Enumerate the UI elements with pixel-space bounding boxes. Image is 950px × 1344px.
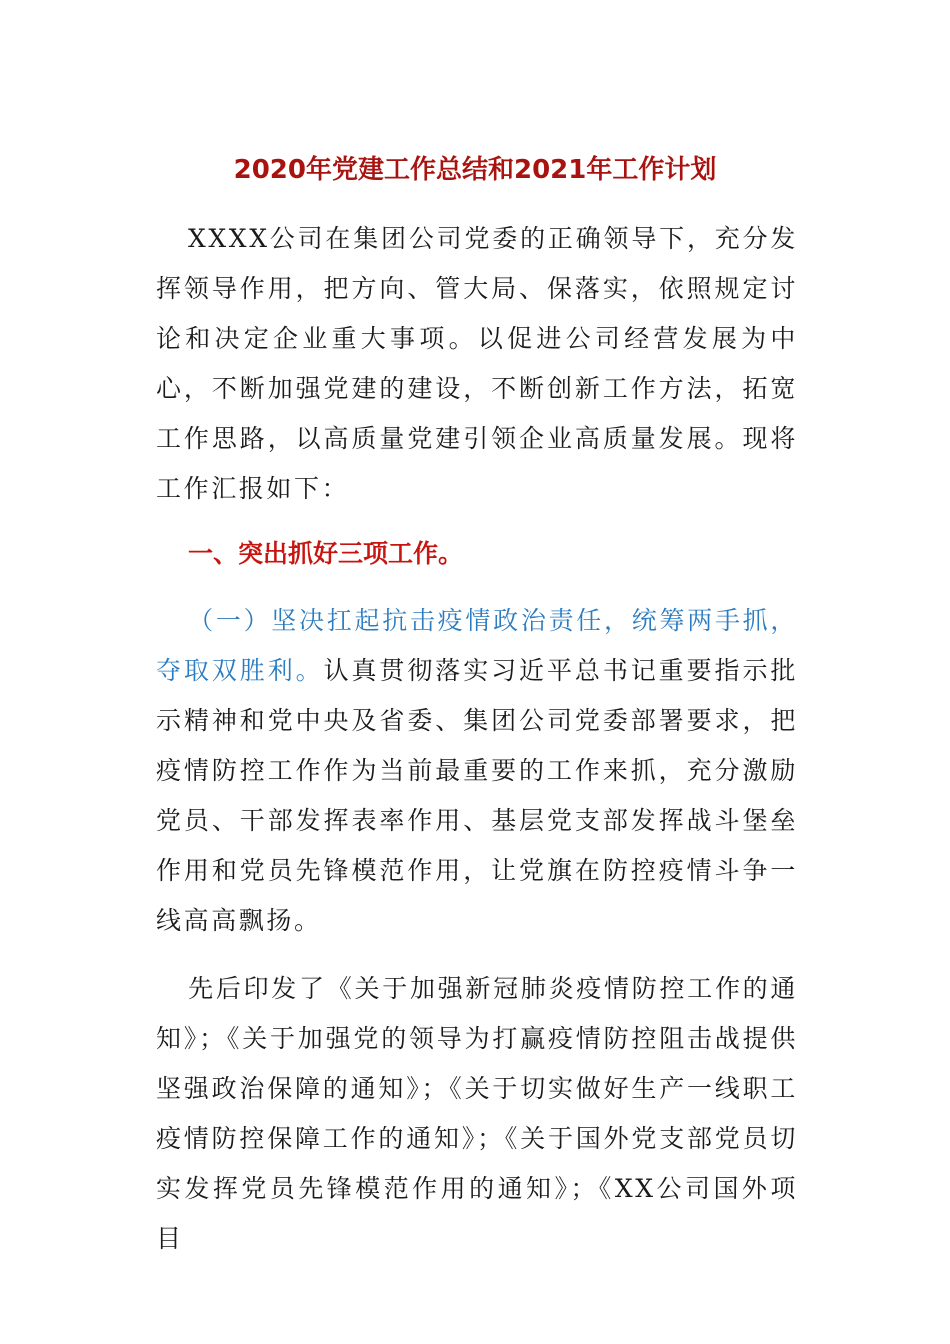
intro-text: XXXX公司在集团公司党委的正确领导下，充分发挥领导作用，把方向、管大局、保落实，依照规定讨论和决定企业重大事项。以促进公司经营发展为中心，不断加强党建的建设，不断创新工作方法，拓宽工作思路，以高质量党建引领企业高质量发展。现将工作汇报如下：	[156, 224, 798, 503]
subsection-1-body: 认真贯彻落实习近平总书记重要指示批示精神和党中央及省委、集团公司党委部署要求，把疫情防控工作作为当前最重要的工作来抓，充分激励党员、干部发挥表率作用、基层党支部发挥战斗堡垒作用和党员先锋模范作用，让党旗在防控疫情斗争一线高高飘扬。	[156, 656, 798, 935]
document-title: 2020年党建工作总结和2021年工作计划	[233, 155, 717, 185]
subsection-1-paragraph	[156, 596, 798, 946]
intro-paragraph	[156, 214, 798, 514]
paragraph-2-text: 先后印发了《关于加强新冠肺炎疫情防控工作的通知》；《关于加强党的领导为打赢疫情防控阻击战提供坚强政治保障的通知》；《关于切实做好生产一线职工疫情防控保障工作的通知》；《关于国外党支部党员切实发挥党员先锋模范作用的通知》；《XX公司国外项目	[156, 974, 798, 1253]
subsection-heading-1: （一）坚决扛起抗击疫情政治责任，统筹两手抓，夺取双胜利。	[156, 606, 798, 685]
section-heading-1: 一、突出抓好三项工作。	[188, 539, 464, 568]
paragraph-2	[156, 964, 798, 1264]
